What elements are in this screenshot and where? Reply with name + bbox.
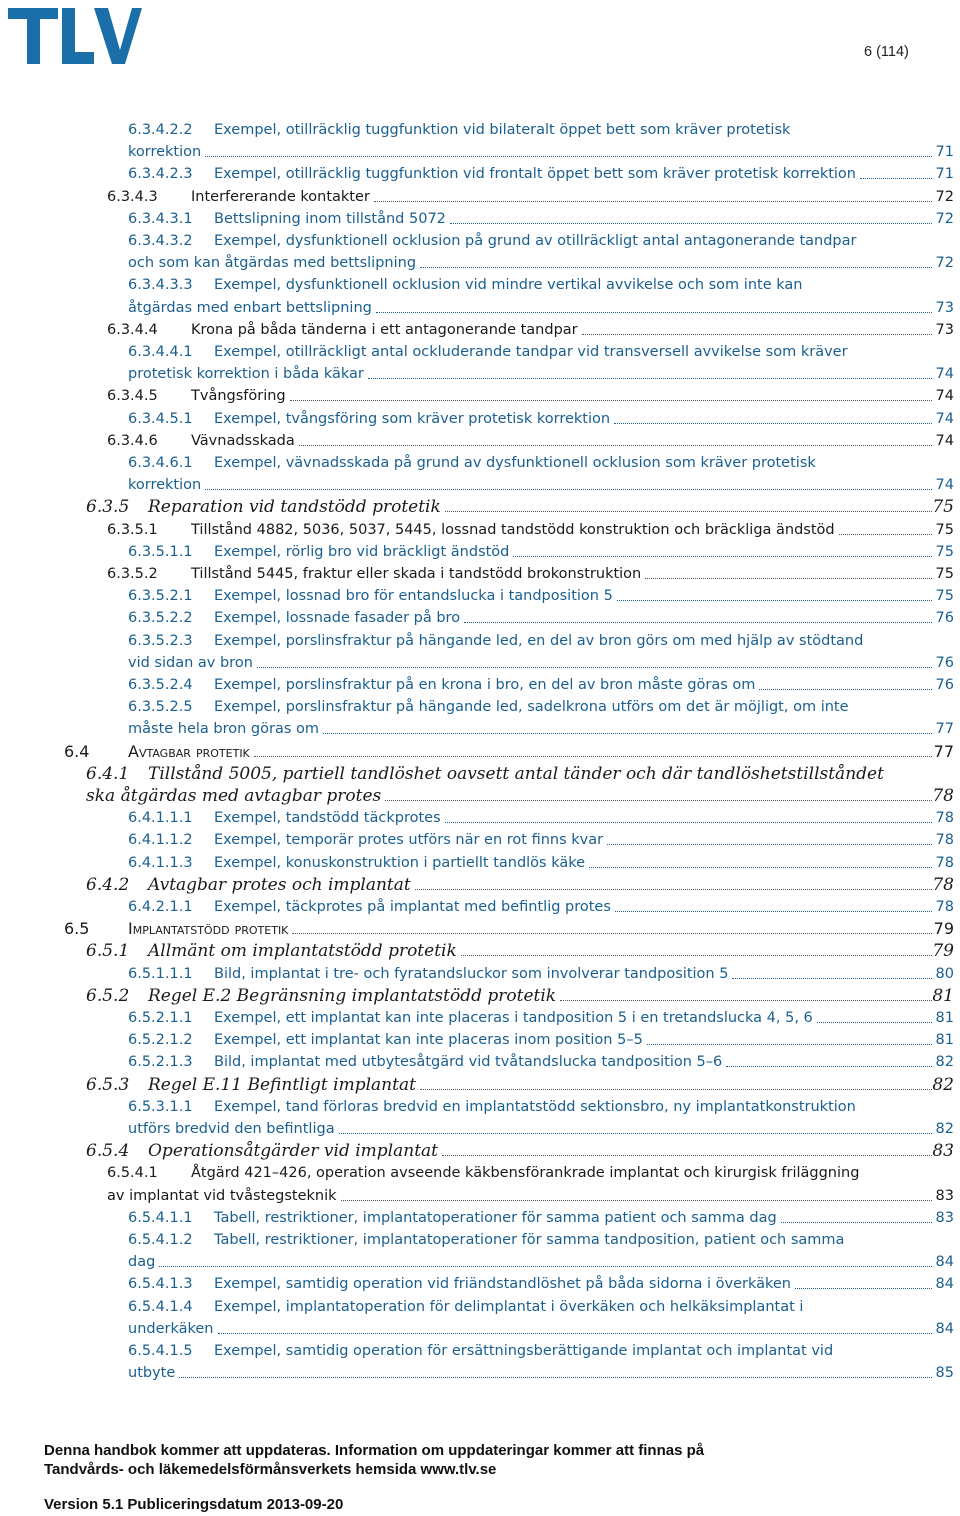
toc-entry[interactable] bbox=[0, 453, 960, 497]
toc-entry[interactable] bbox=[0, 209, 960, 231]
toc-entry-title-continuation: utförs bredvid den befintliga bbox=[128, 1120, 335, 1137]
toc-dot-leader bbox=[839, 534, 932, 535]
toc-entry-number: 6.4.2.1.1 bbox=[128, 899, 193, 915]
toc-entry-title-continuation: vid sidan av bron bbox=[128, 654, 253, 671]
toc-dot-leader bbox=[179, 1377, 932, 1378]
toc-entry-page: 76 bbox=[935, 610, 954, 627]
toc-entry-number: 6.3.4.3.2 bbox=[128, 233, 193, 249]
toc-dot-leader bbox=[205, 489, 932, 490]
toc-dot-leader bbox=[461, 955, 932, 956]
toc-entry-page: 75 bbox=[935, 543, 954, 560]
toc-dot-leader bbox=[732, 978, 932, 979]
toc-entry-page: 78 bbox=[932, 874, 954, 895]
toc-entry[interactable] bbox=[0, 808, 960, 830]
toc-entry[interactable] bbox=[0, 1030, 960, 1052]
toc-dot-leader bbox=[589, 867, 932, 868]
toc-entry[interactable] bbox=[0, 853, 960, 875]
toc-dot-leader bbox=[617, 600, 932, 601]
toc-entry-page: 83 bbox=[932, 1141, 954, 1162]
toc-dot-leader bbox=[582, 334, 932, 335]
toc-entry-number: 6.3.4.3.3 bbox=[128, 277, 193, 294]
toc-entry-number: 6.3.4.2.2 bbox=[128, 122, 193, 138]
toc-entry-number: 6.3.5.2.1 bbox=[128, 588, 193, 605]
toc-entry[interactable] bbox=[0, 1052, 960, 1074]
toc-entry[interactable] bbox=[0, 1274, 960, 1296]
toc-entry-page: 83 bbox=[935, 1187, 954, 1204]
toc-entry[interactable] bbox=[0, 675, 960, 697]
toc-entry-number: 6.4.1.1.3 bbox=[128, 854, 193, 871]
toc-entry-page: 81 bbox=[935, 1032, 954, 1049]
toc-entry-number: 6.5.3 bbox=[86, 1074, 130, 1095]
toc-entry-page: 74 bbox=[935, 410, 954, 427]
toc-entry-page: 74 bbox=[935, 388, 954, 405]
toc-entry-title-continuation: underkäken bbox=[128, 1320, 214, 1337]
toc-entry-title: Regel E.2 Begränsning implantatstödd protetik bbox=[148, 985, 557, 1006]
toc-entry-title: Exempel, porslinsfraktur på hängande led, sadelkrona utförs om det är möjligt, om inte bbox=[214, 699, 849, 716]
toc-entry-title: Reparation vid tandstödd protetik bbox=[148, 497, 441, 518]
toc-entry-page: 74 bbox=[935, 432, 954, 449]
toc-dot-leader bbox=[795, 1288, 932, 1289]
toc-entry-page: 71 bbox=[935, 144, 954, 161]
toc-entry-page: 71 bbox=[935, 166, 954, 183]
toc-entry-title-continuation: dag bbox=[128, 1254, 156, 1271]
toc-entry[interactable] bbox=[0, 275, 960, 319]
toc-entry-number: 6.5.4.1.1 bbox=[128, 1209, 193, 1226]
toc-entry-page: 78 bbox=[935, 854, 954, 871]
toc-entry[interactable] bbox=[0, 497, 960, 519]
toc-entry[interactable] bbox=[0, 431, 960, 453]
toc-entry-title: Åtgärd 421–426, operation avseende käkbensförankrade implantat och kirurgisk friläggning bbox=[191, 1165, 860, 1182]
toc-entry[interactable] bbox=[0, 542, 960, 564]
toc-dot-leader bbox=[218, 1333, 932, 1334]
toc-entry[interactable] bbox=[0, 120, 960, 164]
toc-dot-leader bbox=[323, 733, 932, 734]
toc-entry-page: 78 bbox=[932, 785, 954, 806]
toc-dot-leader bbox=[339, 1133, 932, 1134]
toc-entry-number: 6.3.4.6 bbox=[107, 432, 158, 449]
toc-entry-title: Exempel, dysfunktionell ocklusion vid mindre vertikal avvikelse och som inte kan bbox=[214, 277, 803, 294]
toc-entry[interactable] bbox=[0, 320, 960, 342]
toc-entry-title: Tvångsföring bbox=[191, 388, 286, 405]
toc-entry-title: Vävnadsskada bbox=[191, 432, 295, 449]
toc-entry[interactable] bbox=[0, 409, 960, 431]
toc-entry-number: 6.3.5.1.1 bbox=[128, 543, 193, 560]
toc-entry-number: 6.5.3.1.1 bbox=[128, 1098, 193, 1115]
toc-entry-title-continuation: måste hela bron göras om bbox=[128, 721, 320, 738]
toc-entry[interactable] bbox=[0, 1097, 960, 1141]
toc-dot-leader bbox=[159, 1266, 932, 1267]
toc-entry-title: Exempel, konuskonstruktion i partiellt tandlös käke bbox=[214, 854, 586, 871]
toc-entry-page: 75 bbox=[935, 566, 954, 582]
toc-dot-leader bbox=[290, 400, 932, 401]
toc-entry-number: 6.3.5 bbox=[86, 497, 130, 518]
toc-dot-leader bbox=[726, 1066, 932, 1067]
toc-entry-title: Exempel, rörlig bro vid bräckligt ändstöd bbox=[214, 543, 510, 560]
toc-dot-leader bbox=[450, 223, 932, 224]
toc-entry-title: Bild, implantat med utbytesåtgärd vid tvåtandslucka tandposition 5–6 bbox=[214, 1054, 723, 1071]
toc-dot-leader bbox=[368, 378, 932, 379]
toc-entry-page: 78 bbox=[935, 899, 954, 915]
toc-dot-leader bbox=[341, 1200, 932, 1201]
toc-entry-title-continuation: protetisk korrektion i båda käkar bbox=[128, 366, 364, 383]
toc-entry[interactable] bbox=[0, 1163, 960, 1207]
toc-entry-number: 6.5.1.1.1 bbox=[128, 965, 193, 982]
toc-entry[interactable] bbox=[0, 564, 960, 586]
toc-entry[interactable] bbox=[0, 964, 960, 986]
toc-entry-number: 6.4 bbox=[64, 741, 90, 761]
toc-entry-title-continuation: utbyte bbox=[128, 1365, 176, 1382]
toc-entry[interactable] bbox=[0, 187, 960, 209]
toc-entry-number: 6.4.1.1.1 bbox=[128, 810, 193, 827]
toc-entry-title: Tabell, restriktioner, implantatoperationer för samma tandposition, patient och samma bbox=[214, 1232, 845, 1248]
toc-entry-number: 6.3.5.2.3 bbox=[128, 632, 193, 649]
toc-entry-number: 6.3.5.1 bbox=[107, 521, 158, 538]
toc-entry-page: 81 bbox=[935, 1010, 954, 1026]
toc-entry[interactable] bbox=[0, 1341, 960, 1385]
toc-entry-title: Exempel, vävnadsskada på grund av dysfunktionell ocklusion som kräver protetisk bbox=[214, 455, 816, 471]
tlv-logo bbox=[8, 6, 142, 66]
toc-dot-leader bbox=[560, 1000, 932, 1001]
toc-dot-leader bbox=[420, 1089, 932, 1090]
toc-entry-page: 77 bbox=[935, 721, 954, 738]
toc-entry[interactable] bbox=[0, 830, 960, 852]
toc-dot-leader bbox=[513, 556, 932, 557]
toc-dot-leader bbox=[376, 312, 932, 313]
toc-entry-title: Tillstånd 5445, fraktur eller skada i tandstödd brokonstruktion bbox=[191, 566, 642, 582]
toc-entry-title-continuation: ska åtgärdas med avtagbar protes bbox=[86, 785, 382, 806]
toc-entry-title: Krona på båda tänderna i ett antagonerande tandpar bbox=[191, 321, 578, 338]
toc-entry-title-continuation: korrektion bbox=[128, 144, 202, 161]
toc-entry-title: Exempel, lossnad bro för entandslucka i tandposition 5 bbox=[214, 588, 613, 605]
toc-entry[interactable] bbox=[0, 586, 960, 608]
toc-entry[interactable] bbox=[0, 520, 960, 542]
toc-entry[interactable] bbox=[0, 875, 960, 897]
toc-entry-title: Avtagbar protetik bbox=[128, 741, 250, 761]
toc-entry-title: Avtagbar protes och implantat bbox=[148, 874, 411, 895]
toc-entry-number: 6.3.4.3.1 bbox=[128, 210, 193, 227]
toc-entry-page: 82 bbox=[935, 1054, 954, 1071]
toc-dot-leader bbox=[385, 800, 932, 801]
toc-dot-leader bbox=[781, 1222, 932, 1223]
page-number: 6 (114) bbox=[864, 44, 909, 60]
toc-entry-number: 6.4.1.1.2 bbox=[128, 832, 193, 849]
toc-entry-page: 78 bbox=[935, 810, 954, 827]
toc-entry-title: Exempel, dysfunktionell ocklusion på grund av otillräckligt antal antagonerande tandpar bbox=[214, 233, 857, 249]
toc-dot-leader bbox=[420, 267, 932, 268]
toc-entry-page: 79 bbox=[932, 941, 954, 962]
toc-entry-title-continuation: korrektion bbox=[128, 477, 202, 494]
toc-entry[interactable] bbox=[0, 919, 960, 941]
toc-entry-title: Exempel, tand förloras bredvid en implantatstödd sektionsbro, ny implantatkonstruktion bbox=[214, 1098, 856, 1115]
toc-entry-title: Exempel, porslinsfraktur på en krona i bro, en del av bron måste göras om bbox=[214, 677, 756, 693]
toc-entry-title-continuation: av implantat vid tvåstegsteknik bbox=[107, 1187, 337, 1204]
toc-entry-number: 6.5.4.1 bbox=[107, 1165, 158, 1182]
toc-dot-leader bbox=[445, 511, 932, 512]
toc-entry-title: Exempel, täckprotes på implantat med befintlig protes bbox=[214, 899, 611, 915]
toc-entry-title: Exempel, ett implantat kan inte placeras inom position 5–5 bbox=[214, 1032, 643, 1049]
toc-entry-title: Exempel, otillräcklig tuggfunktion vid bilateralt öppet bett som kräver protetisk bbox=[214, 122, 791, 138]
toc-entry-page: 82 bbox=[932, 1074, 954, 1095]
toc-entry-page: 84 bbox=[935, 1254, 954, 1271]
toc-entry-number: 6.3.5.2.4 bbox=[128, 677, 193, 693]
toc-dot-leader bbox=[299, 445, 932, 446]
toc-entry-page: 79 bbox=[933, 919, 954, 939]
toc-entry-title: Exempel, otillräckligt antal ockluderande tandpar vid transversell avvikelse som kräver bbox=[214, 344, 848, 360]
toc-entry-title-continuation: åtgärdas med enbart bettslipning bbox=[128, 299, 372, 316]
toc-entry[interactable] bbox=[0, 231, 960, 275]
toc-entry-title: Exempel, samtidig operation vid friändstandlöshet på båda sidorna i överkäken bbox=[214, 1276, 791, 1293]
toc-dot-leader bbox=[254, 756, 932, 757]
toc-entry-title: Bild, implantat i tre- och fyratandsluckor som involverar tandposition 5 bbox=[214, 965, 729, 982]
toc-dot-leader bbox=[645, 578, 932, 579]
toc-entry-title: Interfererande kontakter bbox=[191, 188, 370, 205]
toc-entry-page: 84 bbox=[935, 1276, 954, 1293]
toc-entry-page: 81 bbox=[932, 985, 954, 1006]
toc-entry[interactable] bbox=[0, 1230, 960, 1274]
toc-entry-page: 78 bbox=[935, 832, 954, 849]
toc-entry[interactable] bbox=[0, 342, 960, 386]
toc-entry-page: 85 bbox=[935, 1365, 954, 1382]
toc-entry-title: Allmänt om implantatstödd protetik bbox=[148, 941, 457, 962]
toc-dot-leader bbox=[615, 911, 932, 912]
toc-dot-leader bbox=[292, 933, 932, 934]
toc-entry-number: 6.3.4.2.3 bbox=[128, 166, 193, 183]
toc-dot-leader bbox=[860, 178, 932, 179]
toc-entry-title: Regel E.11 Befintligt implantat bbox=[148, 1074, 416, 1095]
toc-entry-title: Exempel, ett implantat kan inte placeras i tandposition 5 i en tretandslucka 4, 5, 6 bbox=[214, 1010, 813, 1026]
toc-entry-number: 6.5.2.1.1 bbox=[128, 1010, 193, 1026]
toc-entry-page: 83 bbox=[935, 1209, 954, 1226]
toc-entry-number: 6.3.4.4.1 bbox=[128, 344, 193, 360]
toc-entry-page: 74 bbox=[935, 477, 954, 494]
toc-entry-number: 6.3.5.2 bbox=[107, 566, 158, 582]
toc-dot-leader bbox=[257, 667, 932, 668]
toc-dot-leader bbox=[817, 1022, 932, 1023]
toc-entry-title: Tabell, restriktioner, implantatoperationer för samma patient och samma dag bbox=[214, 1209, 777, 1226]
update-notice-line-1: Denna handbok kommer att uppdateras. Information om uppdateringar kommer att finnas på bbox=[44, 1442, 705, 1459]
toc-entry-number: 6.4.2 bbox=[86, 874, 130, 895]
toc-entry-title: Exempel, tvångsföring som kräver protetisk korrektion bbox=[214, 410, 611, 427]
toc-entry-number: 6.3.4.5 bbox=[107, 388, 158, 405]
version-info: Version 5.1 Publiceringsdatum 2013-09-20 bbox=[44, 1496, 344, 1513]
toc-dot-leader bbox=[445, 822, 932, 823]
toc-entry[interactable] bbox=[0, 386, 960, 408]
toc-entry-number: 6.3.4.3 bbox=[107, 188, 158, 205]
toc-entry-number: 6.3.5.2.5 bbox=[128, 699, 193, 716]
toc-entry[interactable] bbox=[0, 742, 960, 764]
update-notice-line-2: Tandvårds- och läkemedelsförmånsverkets hemsida www.tlv.se bbox=[44, 1461, 497, 1478]
toc-entry-page: 77 bbox=[933, 741, 954, 761]
toc-entry-page: 72 bbox=[935, 210, 954, 227]
toc-entry-number: 6.5.2.1.2 bbox=[128, 1032, 193, 1049]
toc-entry-title: Tillstånd 5005, partiell tandlöshet oavsett antal tänder och där tandlöshetstillståndet bbox=[148, 763, 884, 784]
toc-entry-number: 6.5.4.1.4 bbox=[128, 1298, 193, 1315]
toc-entry-number: 6.3.4.4 bbox=[107, 321, 158, 338]
toc-entry-number: 6.5.4.1.5 bbox=[128, 1343, 193, 1359]
toc-entry-title: Tillstånd 4882, 5036, 5037, 5445, lossnad tandstödd konstruktion och bräckliga ändstöd bbox=[191, 521, 835, 538]
toc-entry-title: Exempel, tandstödd täckprotes bbox=[214, 810, 441, 827]
toc-entry[interactable] bbox=[0, 1297, 960, 1341]
toc-entry-page: 73 bbox=[935, 299, 954, 316]
toc-entry-page: 82 bbox=[935, 1120, 954, 1137]
toc-dot-leader bbox=[614, 423, 932, 424]
toc-entry-page: 75 bbox=[935, 521, 954, 538]
toc-entry[interactable] bbox=[0, 941, 960, 963]
toc-entry-number: 6.5.1 bbox=[86, 941, 130, 962]
toc-entry-page: 75 bbox=[935, 588, 954, 605]
toc-entry-title: Exempel, porslinsfraktur på hängande led, en del av bron görs om med hjälp av stödtand bbox=[214, 632, 864, 649]
toc-entry-title: Bettslipning inom tillstånd 5072 bbox=[214, 210, 446, 227]
toc-entry-number: 6.5.4 bbox=[86, 1141, 130, 1162]
toc-entry[interactable] bbox=[0, 1008, 960, 1030]
toc-dot-leader bbox=[442, 1155, 932, 1156]
toc-dot-leader bbox=[374, 201, 932, 202]
toc-entry[interactable] bbox=[0, 1208, 960, 1230]
toc-entry-page: 72 bbox=[935, 188, 954, 205]
toc-entry-number: 6.4.1 bbox=[86, 763, 130, 784]
toc-entry-page: 72 bbox=[935, 255, 954, 272]
toc-entry-page: 76 bbox=[935, 654, 954, 671]
toc-entry[interactable] bbox=[0, 1141, 960, 1163]
toc-entry-page: 74 bbox=[935, 366, 954, 383]
toc-entry-title: Exempel, implantatoperation för delimplantat i överkäken och helkäksimplantat i bbox=[214, 1298, 804, 1315]
toc-entry-title: Implantatstödd protetik bbox=[128, 919, 289, 939]
toc-entry-number: 6.3.4.5.1 bbox=[128, 410, 193, 427]
toc-entry[interactable] bbox=[0, 631, 960, 675]
toc-dot-leader bbox=[415, 889, 932, 890]
toc-entry-title: Operationsåtgärder vid implantat bbox=[148, 1141, 438, 1162]
toc-dot-leader bbox=[607, 844, 932, 845]
toc-entry-number: 6.3.5.2.2 bbox=[128, 610, 193, 627]
toc-entry-title: Exempel, temporär protes utförs när en rot finns kvar bbox=[214, 832, 604, 849]
toc-entry[interactable] bbox=[0, 764, 960, 808]
toc-entry-page: 73 bbox=[935, 321, 954, 338]
toc-entry-page: 76 bbox=[935, 677, 954, 693]
toc-entry[interactable] bbox=[0, 986, 960, 1008]
toc-dot-leader bbox=[759, 689, 932, 690]
toc-entry[interactable] bbox=[0, 897, 960, 919]
toc-entry-number: 6.5.4.1.3 bbox=[128, 1276, 193, 1293]
toc-entry-number: 6.5 bbox=[64, 919, 90, 939]
toc-entry-title: Exempel, lossnade fasader på bro bbox=[214, 610, 461, 627]
toc-entry[interactable] bbox=[0, 697, 960, 741]
toc-entry[interactable] bbox=[0, 164, 960, 186]
toc-entry-title: Exempel, samtidig operation för ersättningsberättigande implantat och implantat vid bbox=[214, 1343, 834, 1359]
toc-entry[interactable] bbox=[0, 608, 960, 630]
toc-entry-page: 80 bbox=[935, 965, 954, 982]
toc-entry-page: 84 bbox=[935, 1320, 954, 1337]
toc-entry-number: 6.5.2 bbox=[86, 985, 130, 1006]
toc-entry-page: 75 bbox=[932, 497, 954, 518]
toc-entry-number: 6.5.2.1.3 bbox=[128, 1054, 193, 1071]
toc-entry-number: 6.5.4.1.2 bbox=[128, 1232, 193, 1248]
toc-dot-leader bbox=[464, 622, 932, 623]
toc-entry-title-continuation: och som kan åtgärdas med bettslipning bbox=[128, 255, 417, 272]
toc-entry-title: Exempel, otillräcklig tuggfunktion vid frontalt öppet bett som kräver protetisk korrektion bbox=[214, 166, 856, 183]
toc-entry-number: 6.3.4.6.1 bbox=[128, 455, 193, 471]
toc-entry[interactable] bbox=[0, 1075, 960, 1097]
toc-dot-leader bbox=[647, 1044, 932, 1045]
toc-dot-leader bbox=[205, 156, 932, 157]
